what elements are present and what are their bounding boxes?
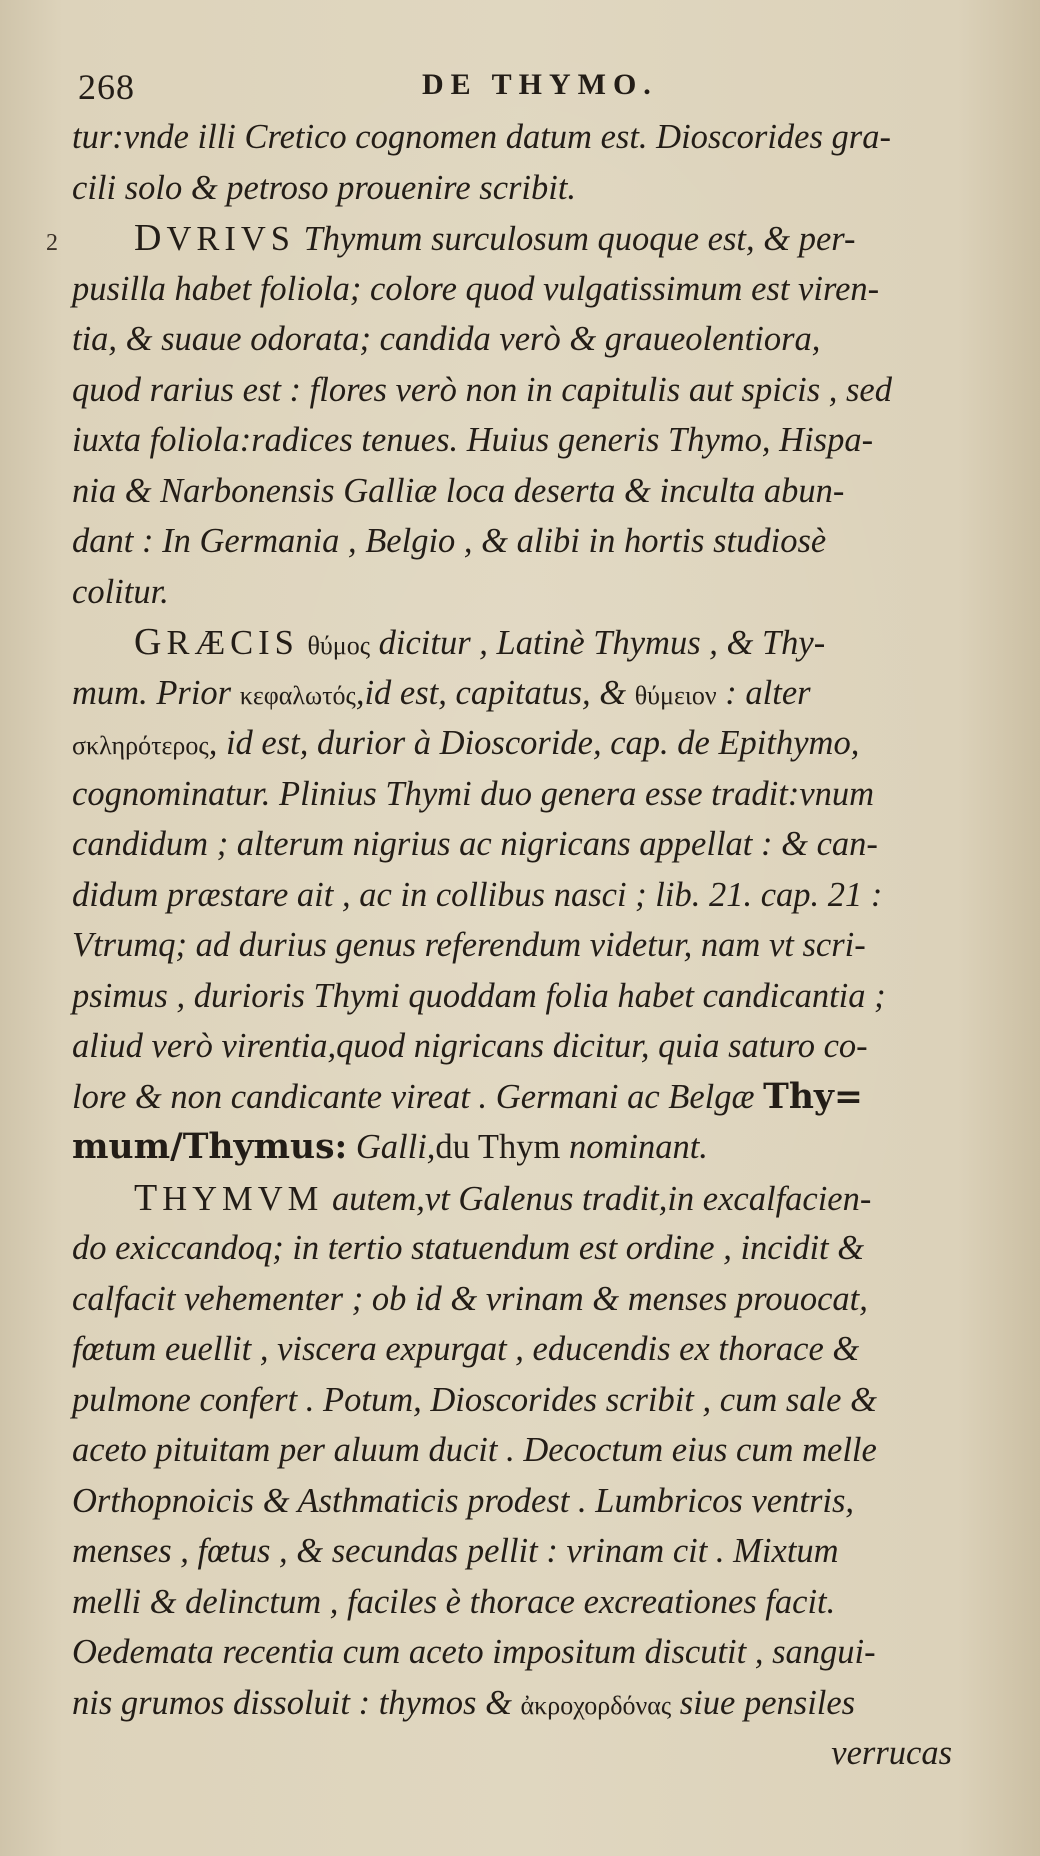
text-line	[72, 1678, 992, 1729]
text-segment: σκληρότερος	[72, 731, 209, 760]
page-number: 268	[78, 67, 135, 107]
text-segment: Oedemata recentia cum aceto impositum discutit , sangui-	[72, 1633, 876, 1671]
text-line	[72, 163, 992, 214]
text-segment: didum præstare ait , ac in collibus nasci ; lib. 21. cap. 21 :	[72, 875, 883, 914]
text-segment: θύμος	[307, 631, 371, 660]
text-line	[72, 466, 992, 517]
text-line	[72, 819, 992, 870]
text-segment: calfacit vehementer ; ob id & vrinam & menses prouocat,	[72, 1279, 868, 1318]
text-segment: , id est, durior à Dioscoride, cap. de Epithymo,	[208, 724, 860, 762]
text-line	[72, 365, 992, 416]
text-line	[72, 1526, 992, 1577]
text-line	[72, 1375, 992, 1426]
text-segment: Galli,	[347, 1128, 436, 1166]
text-line	[72, 112, 992, 163]
text-line	[72, 1223, 992, 1274]
text-segment: D	[134, 217, 167, 259]
text-line	[72, 1274, 992, 1325]
text-segment: tur:vnde illi Cretico cognomen datum est. Dioscorides gra-	[72, 118, 891, 156]
body-text	[72, 112, 992, 1779]
text-segment: dant : In Germania , Belgio , & alibi in hortis studiosè	[72, 522, 827, 560]
text-segment: : alter	[716, 673, 811, 712]
text-segment: Thy=	[763, 1076, 863, 1117]
text-segment: psimus , durioris Thymi quoddam folia habet candicantia ;	[72, 976, 886, 1015]
text-line	[72, 264, 992, 315]
text-segment: quod rarius est : flores verò non in capitulis aut spicis , sed	[72, 370, 892, 409]
text-line	[72, 1122, 992, 1173]
text-segment: nia & Narbonensis Galliæ loca deserta & inculta abun-	[72, 471, 845, 510]
text-segment: do exiccandoq; in tertio statuendum est ordine , incidit &	[72, 1229, 865, 1267]
text-line	[72, 1425, 992, 1476]
text-segment: lore & non candicante vireat . Germani ac Belgæ	[72, 1077, 764, 1116]
text-segment: pulmone confert . Potum, Dioscorides scribit , cum sale &	[72, 1380, 877, 1419]
text-line	[72, 1072, 992, 1123]
text-segment: pusilla habet foliola; colore quod vulgatissimum est viren-	[72, 269, 880, 308]
text-segment: siue pensiles	[671, 1683, 856, 1722]
text-line	[72, 1728, 992, 1779]
running-title: DE THYMO.	[422, 68, 658, 101]
text-segment: melli & delinctum , faciles è thorace excreationes facit.	[72, 1582, 836, 1621]
text-line	[72, 516, 992, 567]
text-segment: RÆCIS	[166, 624, 299, 662]
text-line	[72, 668, 992, 719]
text-segment: tia, & suaue odorata; candida verò & graueolentiora,	[72, 320, 821, 358]
text-segment: du Thym	[435, 1128, 561, 1166]
text-segment: nis grumos dissoluit : thymos &	[72, 1683, 521, 1722]
text-segment: mum. Prior	[72, 673, 240, 712]
text-segment: cili solo & petroso prouenire scribit.	[72, 168, 577, 207]
text-segment: nominant.	[560, 1128, 708, 1166]
text-line	[72, 1021, 992, 1072]
text-segment: mum/Thymus:	[72, 1127, 348, 1167]
text-segment: dicitur , Latinè Thymus , & Thy-	[370, 624, 826, 662]
text-segment: ἀκροχορδόνας	[520, 1690, 672, 1720]
text-segment: G	[134, 621, 167, 663]
text-segment: κεφαλωτός	[239, 680, 356, 710]
text-segment: T	[134, 1176, 163, 1219]
text-segment: θύμειον	[634, 680, 717, 710]
text-segment: Thymum surculosum quoque est, & per-	[294, 220, 856, 258]
running-head	[78, 66, 978, 110]
text-segment: aliud verò virentia,quod nigricans dicitur, quia saturo co-	[72, 1027, 868, 1065]
text-line	[72, 1577, 992, 1628]
text-segment: menses , fœtus , & secundas pellit : vrinam cit . Mixtum	[72, 1532, 839, 1570]
text-segment: VRIVS	[166, 220, 295, 258]
text-segment: cognominatur. Plinius Thymi duo genera esse tradit:vnum	[72, 774, 875, 813]
text-segment: candidum ; alterum nigrius ac nigricans appellat : & can-	[72, 825, 878, 863]
text-line	[72, 1173, 992, 1224]
text-segment: colitur.	[72, 572, 169, 611]
text-line	[72, 971, 992, 1022]
margin-note: 2	[46, 230, 58, 256]
text-line	[72, 1324, 992, 1375]
text-line	[72, 718, 992, 769]
text-line	[72, 415, 992, 466]
text-line	[72, 617, 992, 668]
text-line	[72, 1476, 992, 1527]
text-segment: iuxta foliola:radices tenues. Huius generis Thymo, Hispa-	[72, 421, 874, 459]
text-segment: Orthopnoicis & Asthmaticis prodest . Lumbricos ventris,	[72, 1481, 855, 1520]
text-line	[72, 1627, 992, 1678]
text-segment: ,id est, capitatus, &	[355, 673, 635, 712]
text-segment: aceto pituitam per aluum ducit . Decoctum eius cum melle	[72, 1431, 877, 1469]
text-segment: HYMVM	[162, 1179, 324, 1218]
text-line	[72, 314, 992, 365]
text-line	[72, 213, 992, 264]
text-line	[72, 769, 992, 820]
text-segment: Vtrumq; ad durius genus referendum videtur, nam vt scri-	[72, 926, 866, 964]
text-segment: autem,vt Galenus tradit,in excalfacien-	[323, 1179, 872, 1218]
text-line	[72, 870, 992, 921]
text-segment: verrucas	[831, 1734, 952, 1772]
text-segment: fœtum euellit , viscera expurgat , educendis ex thorace &	[72, 1330, 860, 1368]
text-line	[72, 920, 992, 971]
text-line	[72, 567, 992, 618]
